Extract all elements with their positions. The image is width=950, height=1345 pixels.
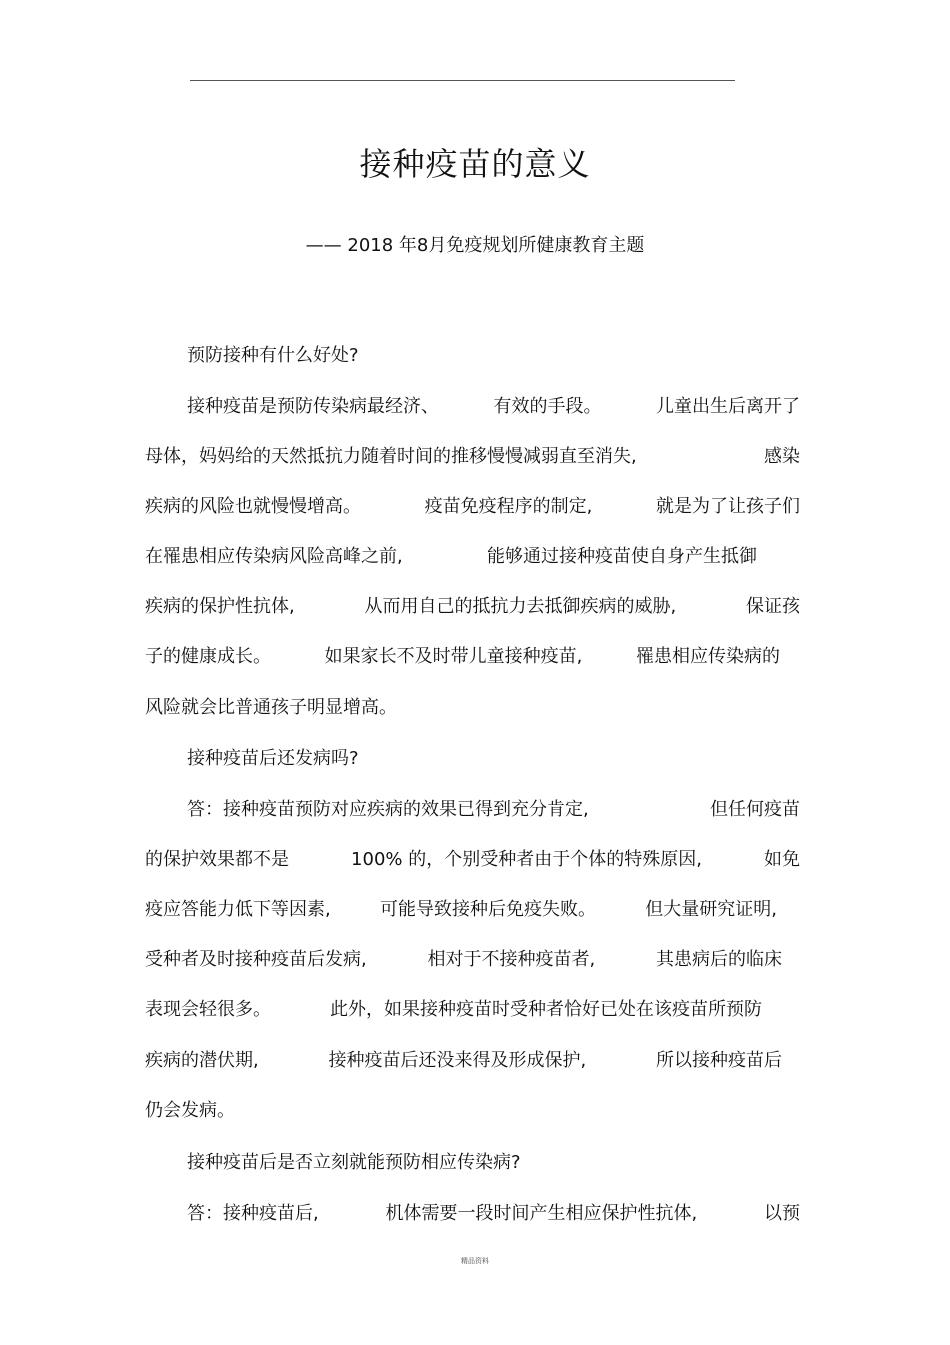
paragraph-line: 答：接种疫苗后, 机体需要一段时间产生相应保护性抗体, 以预: [187, 1203, 800, 1224]
paragraph-line: 仍会发病。: [145, 1100, 235, 1121]
paragraph-line: 在罹患相应传染病风险高峰之前, 能够通过接种疫苗使自身产生抵御: [145, 546, 757, 567]
document-subtitle: —— 2018 年8月免疫规划所健康教育主题: [305, 235, 645, 256]
question-heading: 预防接种有什么好处?: [187, 345, 359, 366]
paragraph-line: 子的健康成长。 如果家长不及时带儿童接种疫苗, 罹患相应传染病的: [145, 646, 780, 667]
paragraph-line: 疫应答能力低下等因素, 可能导致接种后免疫失败。 但大量研究证明,: [145, 899, 777, 920]
paragraph-line: 表现会轻很多。 此外，如果接种疫苗时受种者恰好已处在该疫苗所预防: [145, 999, 762, 1020]
header-rule: [190, 80, 735, 81]
paragraph-line: 疾病的保护性抗体, 从而用自己的抵抗力去抵御疾病的威胁, 保证孩: [145, 596, 800, 617]
question-heading: 接种疫苗后是否立刻就能预防相应传染病?: [187, 1152, 521, 1173]
paragraph-line: 疾病的风险也就慢慢增高。 疫苗免疫程序的制定, 就是为了让孩子们: [145, 496, 800, 517]
paragraph-line: 的保护效果都不是 100% 的，个别受种者由于个体的特殊原因, 如免: [145, 849, 800, 870]
document-title: 接种疫苗的意义: [359, 145, 591, 183]
page-footer: 精品资料: [461, 1257, 489, 1265]
paragraph-line: 风险就会比普通孩子明显增高。: [145, 697, 397, 718]
paragraph-line: 受种者及时接种疫苗后发病, 相对于不接种疫苗者, 其患病后的临床: [145, 949, 782, 970]
paragraph-line: 接种疫苗是预防传染病最经济、 有效的手段。 儿童出生后离开了: [187, 396, 800, 417]
question-heading: 接种疫苗后还发病吗?: [187, 748, 359, 769]
paragraph-line: 疾病的潜伏期, 接种疫苗后还没来得及形成保护, 所以接种疫苗后: [145, 1050, 782, 1071]
paragraph-line: 母体，妈妈给的天然抵抗力随着时间的推移慢慢减弱直至消失, 感染: [145, 446, 800, 467]
paragraph-line: 答：接种疫苗预防对应疾病的效果已得到充分肯定, 但任何疫苗: [187, 799, 800, 820]
